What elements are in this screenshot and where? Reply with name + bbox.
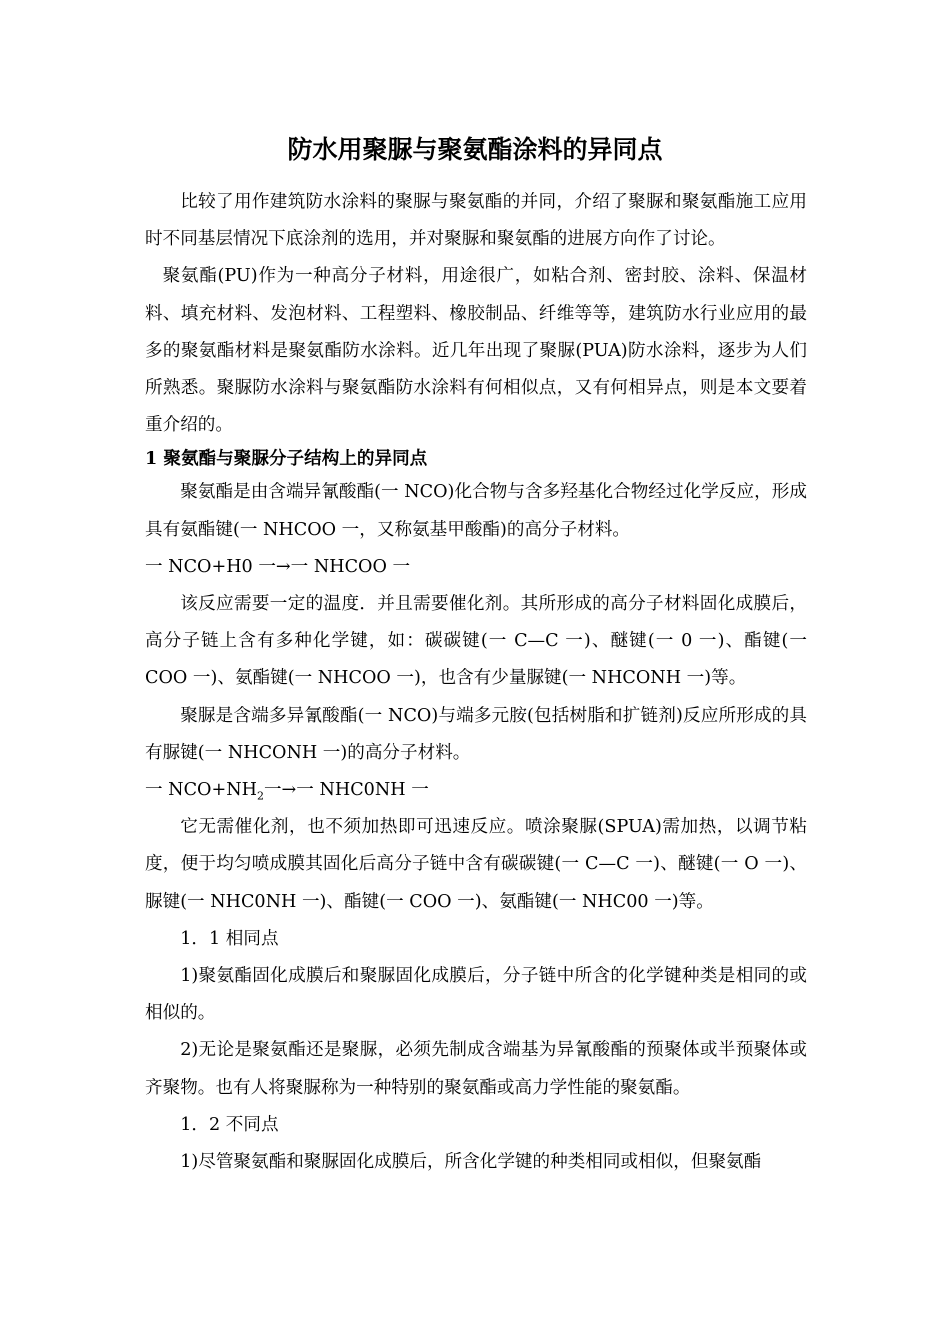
pua-definition-paragraph: 聚脲是含端多异氰酸酯(一 NCO)与端多元胺(包括树脂和扩链剂)反应所形成的具有脲键(一 NHCONH 一)的高分子材料。 xyxy=(145,705,807,763)
subsection-heading-same: 1．1 相同点 xyxy=(180,928,279,949)
section-heading: 1 聚氨酯与聚脲分子结构上的异同点 xyxy=(145,448,428,470)
pu-reaction-paragraph: 该反应需要一定的温度．并且需要催化剂。其所形成的高分子材料固化成膜后，高分子链上含有多种化学键，如：碳碳键(一 C—C 一)、醚键(一 0 一)、酯键(一 COO 一)、氨酯键(一 NHCOO 一)，也含有少量脲键(一 NHCONH 一)等。 xyxy=(145,594,807,689)
intro-paragraph: 聚氨酯(PU)作为一种高分子材料，用途很广，如粘合剂、密封胶、涂料、保温材料、填充材料、发泡材料、工程塑料、橡胶制品、纤维等等，建筑防水行业应用的最多的聚氨酯材料是聚氨酯防水涂料。近几年出现了聚脲(PUA)防水涂料，逐步为人们所熟悉。聚脲防水涂料与聚氨酯防水涂料有何相似点，又有何相异点，则是本文要着重介绍的。 xyxy=(145,266,807,436)
pua-reaction-paragraph: 它无需催化剂，也不须加热即可迅速反应。喷涂聚脲(SPUA)需加热，以调节粘度，便于均匀喷成膜其固化后高分子链中含有碳碳键(一 C—C 一)、醚键(一 O 一)、脲键(一 NHC0NH 一)、酯键(一 COO 一)、氨酯键(一 NHC00 一)等。 xyxy=(145,817,807,912)
abstract-paragraph: 比较了用作建筑防水涂料的聚脲与聚氨酯的并同，介绍了聚脲和聚氨酯施工应用时不同基层情况下底涂剂的选用，并对聚脲和聚氨酯的进展方向作了讨论。 xyxy=(145,192,807,250)
pu-definition-paragraph: 聚氨酯是由含端异氰酸酯(一 NCO)化合物与含多羟基化合物经过化学反应，形成具有氨酯键(一 NHCOO 一，又称氨基甲酸酯)的高分子材料。 xyxy=(145,482,807,540)
equation-urea-right: 一→一 NHC0NH 一 xyxy=(263,780,429,801)
equation-urea xyxy=(145,772,807,809)
document-title: 防水用聚脲与聚氨酯涂料的异同点 xyxy=(287,135,663,164)
different-point-1: 1)尽管聚氨酯和聚脲固化成膜后，所含化学键的种类相同或相似，但聚氨酯 xyxy=(180,1152,762,1173)
equation-urea-left: 一 NCO+NH xyxy=(145,780,257,801)
equation-urethane: 一 NCO+H0 一→一 NHCOO 一 xyxy=(145,556,411,577)
same-point-2: 2)无论是聚氨酯还是聚脲，必须先制成含端基为异氰酸酯的预聚体或半预聚体或齐聚物。也有人将聚脲称为一种特别的聚氨酯或高力学性能的聚氨酯。 xyxy=(145,1040,807,1098)
document-body xyxy=(145,184,807,1181)
subsection-heading-different: 1．2 不同点 xyxy=(180,1114,279,1135)
same-point-1: 1)聚氨酯固化成膜后和聚脲固化成膜后，分子链中所含的化学键种类是相同的或相似的。 xyxy=(145,966,807,1024)
equation-urea-subscript: 2 xyxy=(256,789,264,803)
